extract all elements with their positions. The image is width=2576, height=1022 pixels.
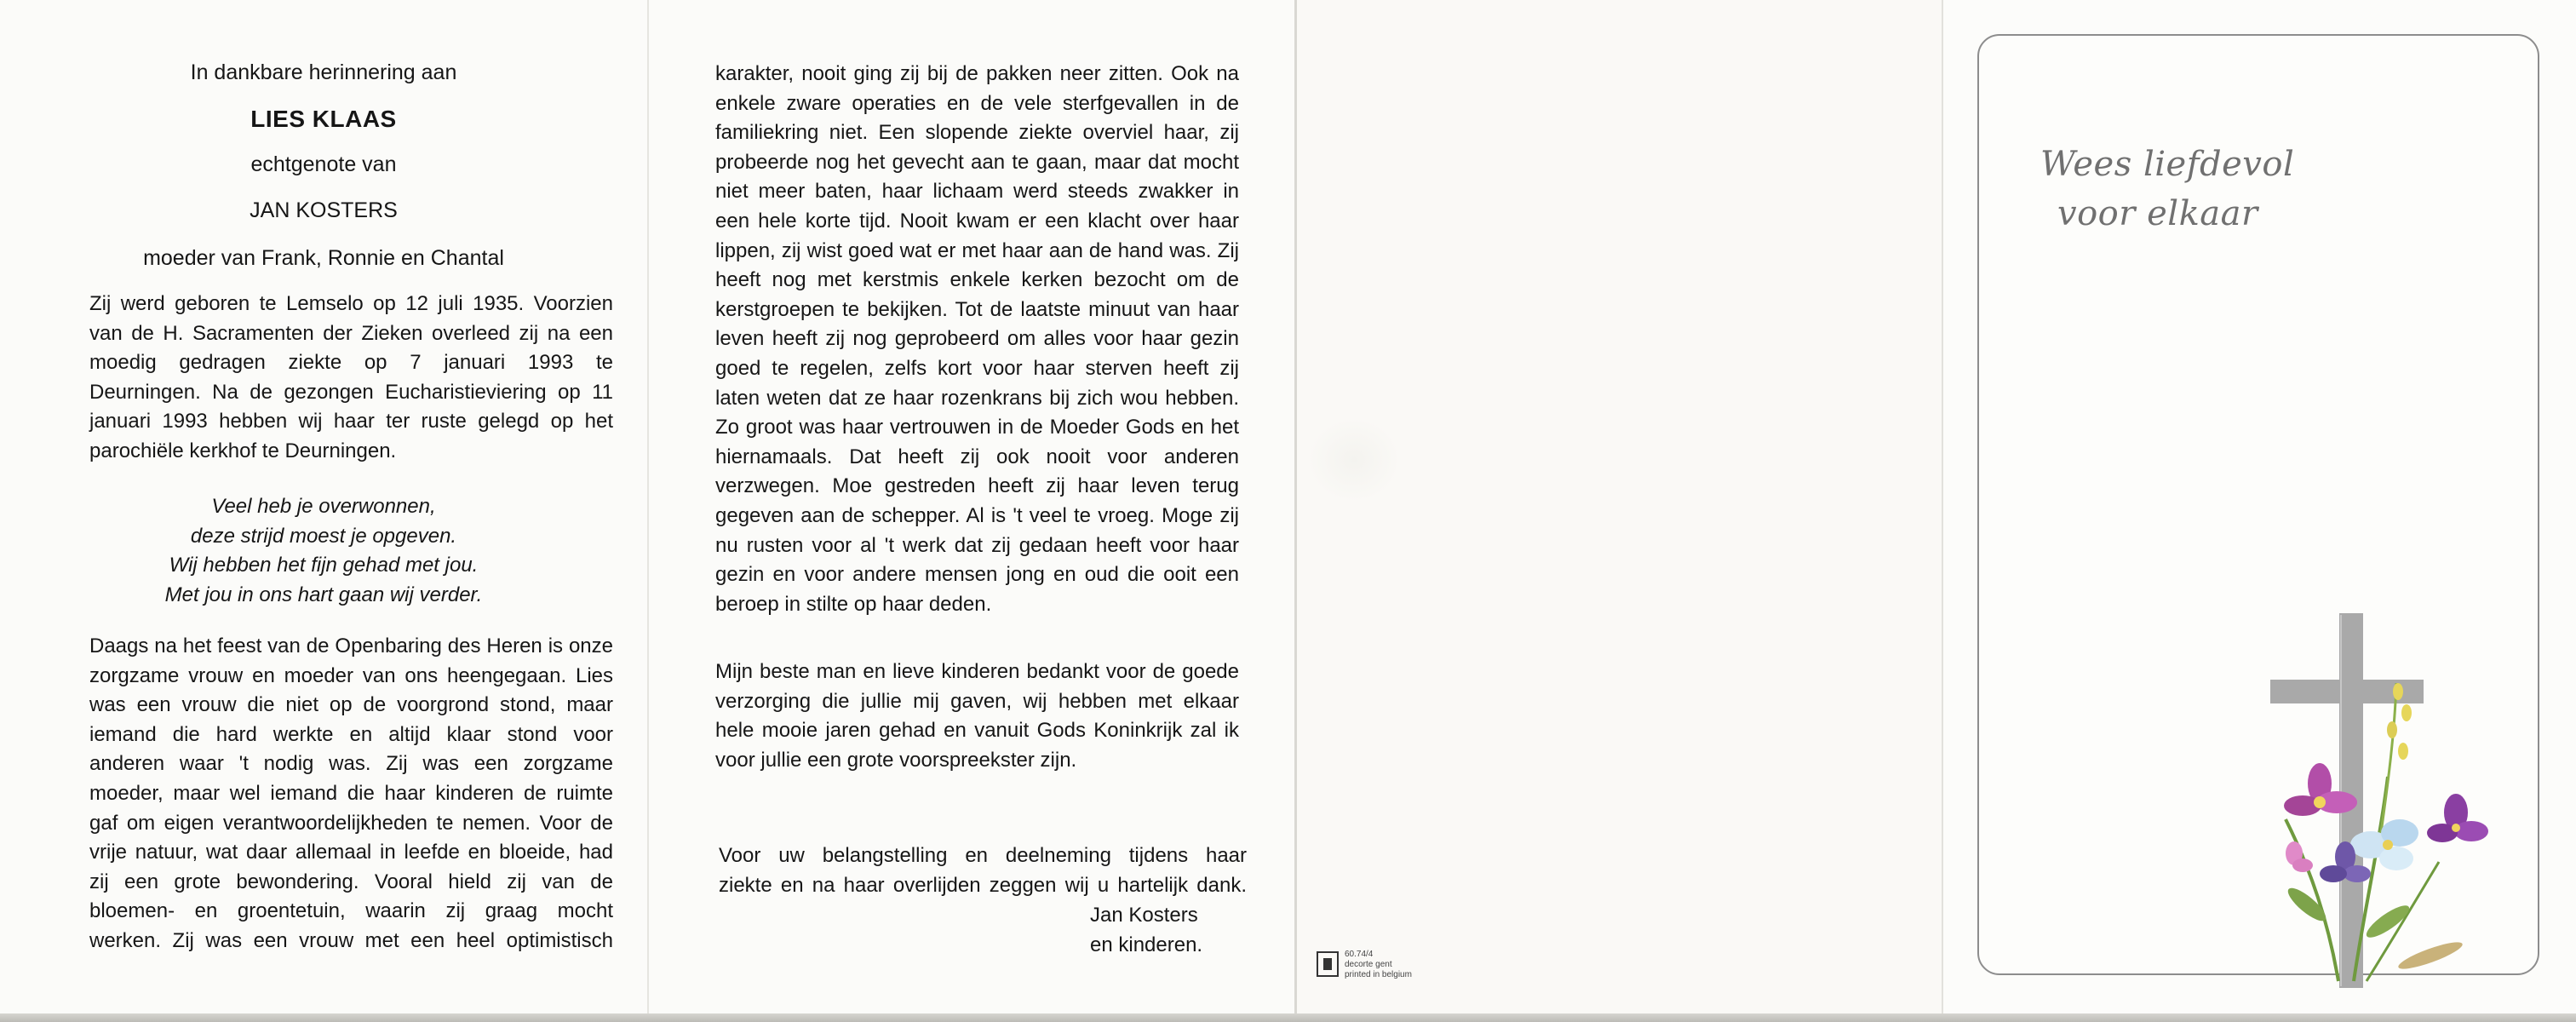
story-line: een hele korte tijd. Nooit kwam er een klacht over haar: [715, 209, 1239, 233]
story-line: zorgzame vrouw en moeder van ons heengegaan. Lies: [89, 663, 613, 687]
signature: [1090, 901, 1202, 960]
story-line: moeder, maar wel iemand die haar kinderen de ruimte: [89, 781, 613, 805]
story-line: iemand die hard werkte en altijd klaar stond voor: [89, 722, 613, 746]
story-line: leven heeft zij nog geprobeerd om alles voor haar gezin: [715, 327, 1239, 351]
front-cover-panel: [1942, 0, 2576, 1015]
farewell-line: Mijn beste man en lieve kinderen bedankt voor de goede: [715, 660, 1239, 683]
bio-line: van de H. Sacramenten der Zieken overleed zij na een: [89, 321, 613, 345]
poem-line: Veel heb je overwonnen,: [211, 495, 436, 518]
story-line: Zo groot was haar vertrouwen in de Moeder Gods en het: [715, 416, 1239, 439]
life-story-paragraph: [89, 632, 613, 956]
deceased-name: LIES KLAAS: [250, 106, 397, 132]
story-line: vrije natuur, wat daar allemaal in leefde en bloeide, had: [89, 841, 613, 864]
poem-line: deze strijd moest je opgeven.: [190, 524, 457, 548]
farewell-line: hele mooie jaren gehad en vanuit Gods Koninkrijk zal ik: [715, 719, 1239, 743]
memorial-panel-left: [0, 0, 647, 1015]
memorial-panel-middle: [647, 0, 1294, 1015]
biography-paragraph: [89, 290, 613, 467]
story-line: enkele zware operaties en de vele sterfgevallen in de: [715, 91, 1239, 115]
thanks-line: ziekte en na haar overlijden zeggen wij u hartelijk dank.: [719, 873, 1247, 897]
thanks-paragraph: [719, 841, 1247, 900]
paper-mark: [1307, 417, 1401, 502]
story-line: goed te regelen, zelfs kort voor haar sterven heeft zij: [715, 356, 1239, 380]
story-line: werken. Zij was een vrouw met een heel optimistisch: [89, 928, 613, 952]
story-line: gaf om eigen verantwoordelijkheden te nemen. Voor de: [89, 811, 613, 835]
cross-with-flowers-icon: [2260, 564, 2541, 990]
story-line: familiekring niet. Een slopende ziekte overviel haar, zij: [715, 121, 1239, 145]
story-line: heeft nog met kerstmis enkele kerken bezocht om de: [715, 268, 1239, 292]
printer-logo-icon: [1317, 951, 1339, 977]
story-line: was een vrouw die niet op de voorgrond stond, maar: [89, 693, 613, 717]
story-line: probeerde nog het gevecht aan te gaan, maar dat mocht: [715, 150, 1239, 174]
printer-line: printed in belgium: [1345, 970, 1412, 979]
story-line: gezin en voor andere mensen jong en oud die ooit een: [715, 563, 1239, 587]
memorial-poem: [0, 492, 647, 610]
bio-line: Deurningen. Na de gezongen Eucharistieviering op 11: [89, 380, 613, 404]
memorial-heading: In dankbare herinnering aan: [190, 60, 457, 84]
printer-mark: [1345, 950, 1412, 980]
story-line: bloemen- en groentetuin, waarin zij graag mocht: [89, 899, 613, 923]
spouse-name: JAN KOSTERS: [250, 198, 398, 222]
thanks-line: Voor uw belangstelling en deelneming tijdens haar: [719, 844, 1247, 867]
cover-script-line: voor elkaar: [2057, 194, 2258, 233]
story-line: hiernamaals. Dat heeft zij ook nooit voor anderen: [715, 445, 1239, 468]
blank-back-panel: [1294, 0, 1942, 1015]
printer-line: decorte gent: [1345, 960, 1392, 969]
bio-line: Zij werd geboren te Lemselo op 12 juli 1935. Voorzien: [89, 292, 613, 315]
children-line: moeder van Frank, Ronnie en Chantal: [143, 246, 504, 270]
farewell-line: verzorging die jullie mij gaven, wij hebben met elkaar: [715, 689, 1239, 713]
farewell-line: voor jullie een grote voorspreekster zijn.: [715, 748, 1077, 772]
poem-line: Met jou in ons hart gaan wij verder.: [164, 583, 483, 606]
card-bottom-edge: [0, 1013, 2576, 1022]
bio-line: moedig gedragen ziekte op 7 januari 1993 te: [89, 351, 613, 375]
poem-line: Wij hebben het fijn gehad met jou.: [169, 554, 479, 577]
story-line: laten weten dat ze haar rozenkrans bij zich wou hebben.: [715, 386, 1239, 410]
story-line: niet meer baten, haar lichaam werd steeds zwakker in: [715, 180, 1239, 204]
life-story-continued: [715, 60, 1239, 619]
printer-line: 60.74/4: [1345, 950, 1374, 959]
farewell-paragraph: [715, 657, 1239, 775]
bio-line: parochiële kerkhof te Deurningen.: [89, 439, 397, 462]
signature-line: en kinderen.: [1090, 933, 1203, 956]
story-line: Daags na het feest van de Openbaring des Heren is onze: [89, 634, 613, 657]
signature-line: Jan Kosters: [1090, 904, 1198, 927]
story-line: anderen waar 't nodig was. Zij was een zorgzame: [89, 752, 613, 776]
story-line: verzwegen. Moe gestreden heeft zij haar leven terug: [715, 474, 1239, 498]
cover-frame: [1977, 34, 2539, 975]
bio-line: januari 1993 hebben wij haar ter ruste gelegd op het: [89, 410, 613, 433]
spouse-intro: echtgenote van: [250, 152, 397, 176]
cover-script-line: Wees liefdevol: [2040, 145, 2295, 184]
story-line: nu rusten voor al 't werk dat zij gedaan heeft voor haar: [715, 533, 1239, 557]
story-line: kerstgroepen te bekijken. Tot de laatste minuut van haar: [715, 297, 1239, 321]
story-line: karakter, nooit ging zij bij de pakken neer zitten. Ook na: [715, 62, 1239, 85]
story-line: gegeven aan de schepper. Al is 't veel te vroeg. Moge zij: [715, 503, 1239, 527]
story-line: lippen, zij wist goed wat er met haar aan de hand was. Zij: [715, 238, 1239, 262]
story-line: zij een grote bewondering. Vooral hield zij van de: [89, 870, 613, 893]
story-line: beroep in stilte op haar deden.: [715, 592, 992, 616]
